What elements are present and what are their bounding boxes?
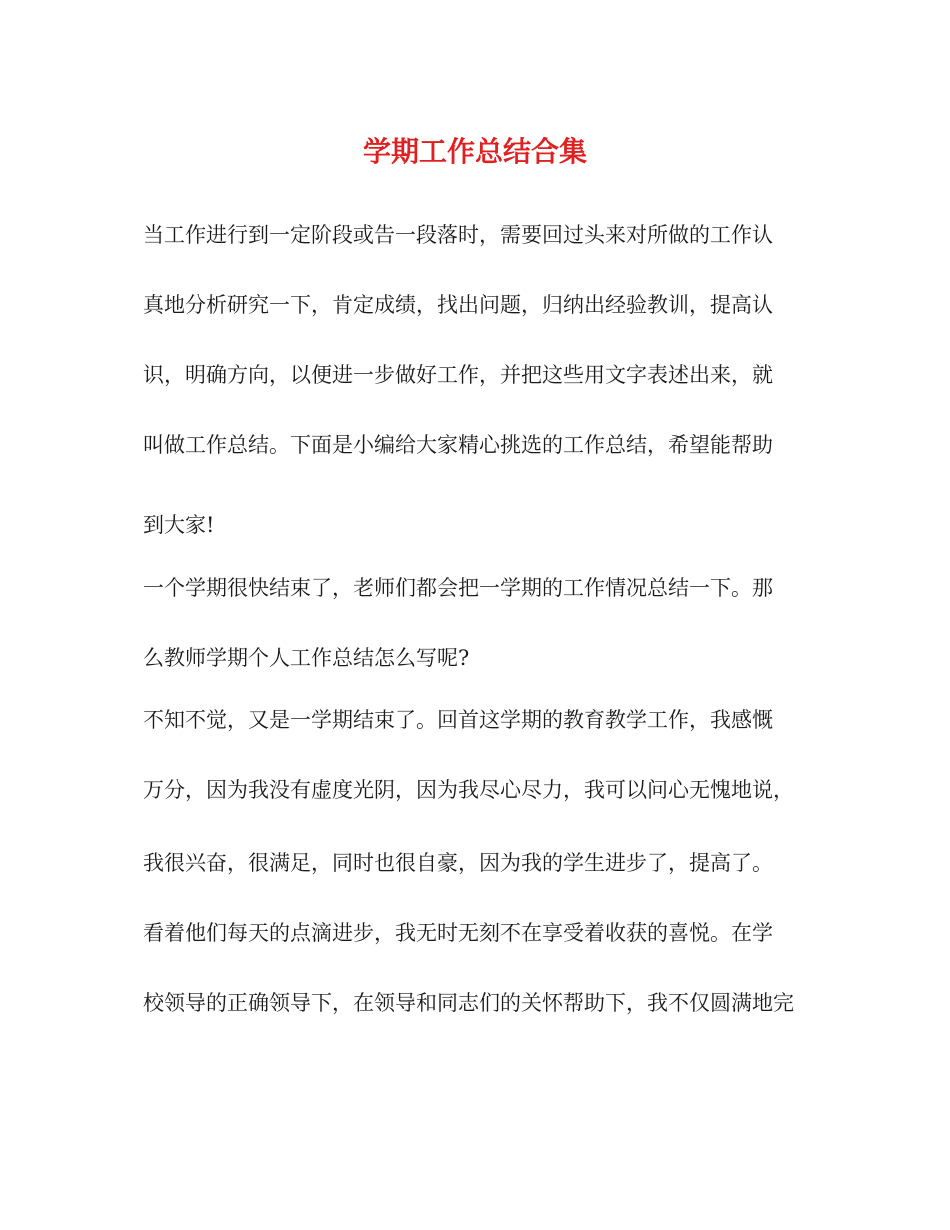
paragraph-line-5: 到大家! [143,513,215,537]
paragraph-line-11: 看着他们每天的点滴进步，我无时无刻不在享受着收获的喜悦。在学 [143,921,773,945]
page-title: 学期工作总结合集 [362,135,587,168]
paragraph-line-1: 当工作进行到一定阶段或告一段落时，需要回过头来对所做的工作认 [143,223,773,247]
paragraph-line-2: 真地分析研究一下，肯定成绩，找出问题，归纳出经验教训，提高认 [143,293,773,317]
paragraph-line-6: 一个学期很快结束了，老师们都会把一学期的工作情况总结一下。那 [143,576,773,600]
paragraph-line-3: 识，明确方向，以便进一步做好工作，并把这些用文字表述出来，就 [143,363,773,387]
paragraph-line-4: 叫做工作总结。下面是小编给大家精心挑选的工作总结，希望能帮助 [143,433,773,457]
paragraph-line-8: 不知不觉，又是一学期结束了。回首这学期的教育教学工作，我感慨 [143,708,773,732]
paragraph-line-12: 校领导的正确领导下，在领导和同志们的关怀帮助下，我不仅圆满地完 [143,991,794,1015]
paragraph-line-7: 么教师学期个人工作总结怎么写呢? [143,646,470,670]
paragraph-line-9: 万分，因为我没有虚度光阴，因为我尽心尽力，我可以问心无愧地说， [143,778,794,802]
paragraph-line-10: 我很兴奋，很满足，同时也很自豪，因为我的学生进步了，提高了。 [143,851,773,875]
